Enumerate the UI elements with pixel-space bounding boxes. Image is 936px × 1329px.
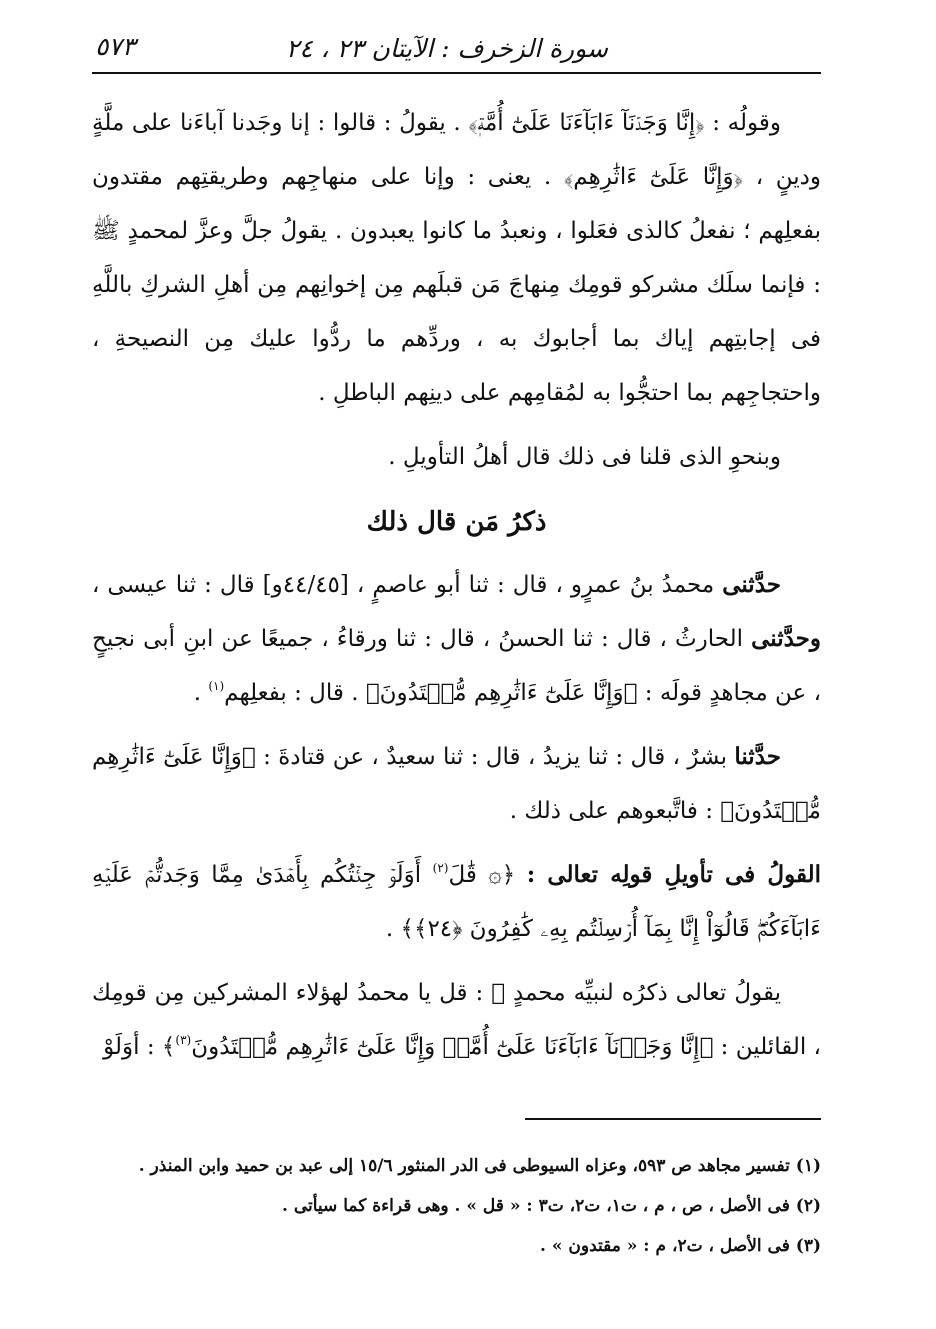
paragraph-4-text: بشرٌ ، قال : ثنا يزيدُ ، قال : ثنا سعيدٌ ، عن قتادةَ : ﴿وَإِنَّا عَلَىٰٓ ءَاثَٰرِهِم مُّقۡتَدُونَ﴾ : فاتَّبعوهم على ذلك .	[92, 744, 821, 824]
header-divider	[92, 72, 821, 74]
footnote-ref-1: (١)	[208, 679, 225, 693]
paragraph-3	[92, 558, 821, 720]
footnote-2: (٢) فى الأصل ، ص ، م ، ت١، ت٢، ت٣ : « قل » . وهى قراءة كما سيأتى .	[282, 1196, 821, 1216]
footnote-1: (١) تفسير مجاهد ص ٥٩٣، وعزاه السيوطى فى الدر المنثور ١٥/٦ إلى عبد بن حميد وابن المنذر .	[138, 1156, 821, 1176]
paragraph-1-text: وقولُه : ﴿إِنَّا وَجَدۡنَآ ءَابَآءَنَا عَلَىٰٓ أُمَّةٖ﴾ . يقولُ : قالوا : إنا وجَدنا آباءَنا على ملَّةٍ ودينٍ ، ﴿وَإِنَّا عَلَىٰٓ ءَاثَٰرِهِم﴾ . يعنى : وإنا على منهاجِهم وطريقتِهم مقتدون بفعلِهم ؛ نفعلُ كالذى فعَلوا ، ونعبدُ ما كانوا يعبدون . يقولُ جلَّ وعزَّ لمحمدٍ ﷺ : فإنما سلَك مشركو قومِك مِنهاجَ مَن قبلَهم مِن إخوانِهم مِن أهلِ الشركِ باللَّهِ فى إجابتِهم إياك بما أجابوك به ، وردِّهم ما ردُّوا عليك مِن النصيحةِ ، واحتجاجِهم بما احتجُّوا به لمُقامِهم على دينِهم الباطلِ .	[92, 110, 821, 406]
verse-text-a: ﴿۞ قَٰلَ	[448, 862, 527, 888]
narration-lead-3: حدَّثنا	[734, 743, 781, 770]
main-text	[92, 96, 821, 1074]
narration-lead-2: وحدَّثنى	[751, 625, 821, 652]
paragraph-6-text-a: يقولُ تعالى ذكرُه لنبيِّه محمدٍ ﷺ : قل يا محمدُ لهؤلاء المشركين مِن قومِك ، القائلين : ﴿إِنَّا وَجَدۡنَآ ءَابَآءَنَا عَلَىٰٓ أُمَّةٖ وَإِنَّا عَلَىٰٓ ءَاثَٰرِهِم مُّهۡتَدُونَ	[92, 980, 821, 1060]
paragraph-5	[92, 848, 821, 956]
running-head: سورة الزخرف : الآيتان ٢٣ ، ٢٤	[285, 34, 608, 63]
paragraph-6	[92, 966, 821, 1074]
verse-text-b: أَوَلَوۡ جِئۡتُكُم بِأَهۡدَىٰ مِمَّا وَجَدتُّمۡ عَلَيۡهِ ءَابَآءَكُمۡۖ قَالُوٓاْ إِنَّا بِمَآ أُرۡسِلۡتُم بِهِۦ كَٰفِرُونَ ﴿٢٤﴾﴾ .	[92, 862, 821, 942]
footnote-ref-3: (٣)	[175, 1033, 192, 1047]
section-title: ذكرُ مَن قال ذلك	[366, 507, 547, 537]
footnotes	[92, 1146, 821, 1266]
narration-lead-1: حدَّثنى	[722, 571, 781, 598]
footnote-3: (٣) فى الأصل ، ت٢، م : « مقتدون » .	[540, 1236, 821, 1256]
footnote-ref-2: (٢)	[432, 861, 449, 875]
footnote-divider	[525, 1118, 821, 1120]
paragraph-2-text: وبنحوِ الذى قلنا فى ذلك قال أهلُ التأويلِ .	[388, 444, 781, 470]
paragraph-3-end: .	[193, 680, 209, 706]
paragraph-2	[92, 430, 821, 484]
paragraph-6-text-b: ﴾ : أوَلَوْ	[103, 1034, 176, 1060]
paragraph-3-text-a: محمدُ بنُ عمرٍو ، قال : ثنا أبو عاصمٍ ، [٤٤/٤٥و] قال : ثنا عيسى ،	[92, 572, 723, 598]
page-header	[95, 28, 818, 68]
paragraph-4	[92, 730, 821, 838]
interpretation-heading: القولُ فى تأويلِ قولِه تعالى :	[526, 861, 821, 888]
paragraph-3-text-b: الحارثُ ، قال : ثنا الحسنُ ، قال : ثنا ورقاءُ ، جميعًا عن ابنِ أبى نجيحٍ ، عن مجاهدٍ قولَه : ﴿وَإِنَّا عَلَىٰٓ ءَاثَٰرِهِم مُّقۡتَدُونَ﴾ . قال : بفعلِهم	[92, 626, 821, 706]
paragraph-1	[92, 96, 821, 420]
page-number: ٥٧٣	[95, 32, 136, 61]
